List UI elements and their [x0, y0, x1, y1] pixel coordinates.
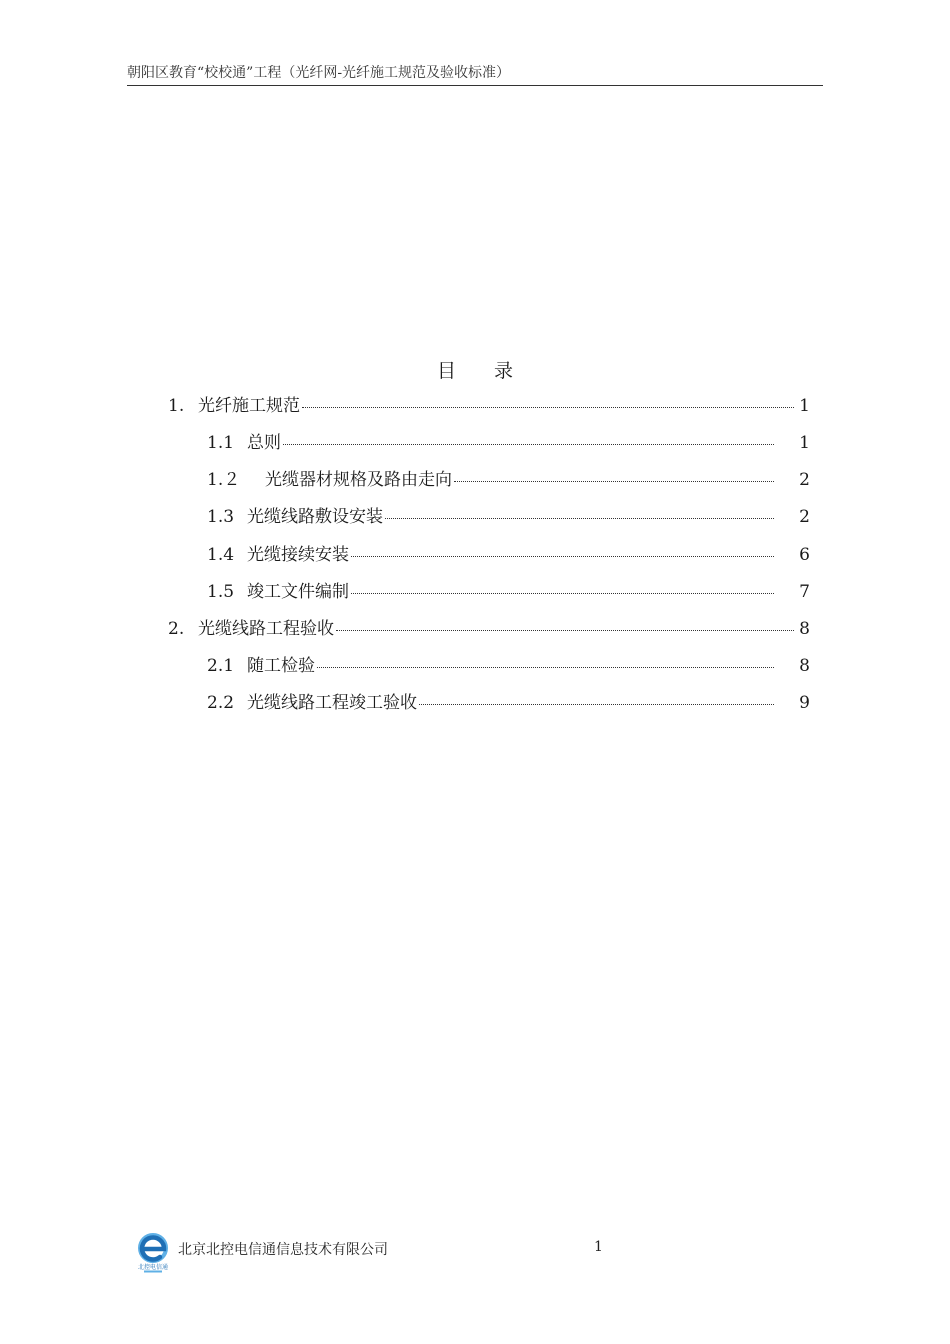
header-divider [127, 85, 823, 86]
toc-entry-label: 随工检验 [247, 656, 315, 676]
toc-entry-number: 2. [168, 619, 185, 639]
toc-entry[interactable] [168, 616, 810, 640]
toc-entry-label: 总则 [247, 433, 281, 453]
toc-entry-number: 1.4 [207, 545, 235, 565]
company-logo-icon [133, 1232, 173, 1274]
toc-leader-dots [336, 613, 794, 631]
page-header [127, 64, 823, 82]
toc-entry[interactable] [207, 430, 810, 454]
toc-entry-number: 2.1 [207, 656, 235, 676]
toc-entry-page: 9 [799, 693, 810, 713]
toc-entry-number: 1.3 [207, 507, 235, 527]
toc-entry[interactable] [207, 690, 810, 714]
toc-title-right: 录 [494, 360, 514, 382]
toc-entry-number: 2.2 [207, 693, 235, 713]
toc-entry[interactable] [207, 467, 810, 491]
toc-leader-dots [385, 501, 774, 519]
toc-entry[interactable] [207, 579, 810, 603]
toc-entry-page: 7 [799, 582, 810, 602]
toc-entry-label: 光缆器材规格及路由走向 [265, 470, 452, 490]
toc-entry-page: 8 [799, 656, 810, 676]
toc-entry[interactable] [168, 393, 810, 417]
toc-entry-number: 1.1 [207, 433, 235, 453]
toc-leader-dots [454, 464, 774, 482]
toc-entry[interactable] [207, 504, 810, 528]
toc-title-left: 目 [436, 360, 456, 382]
toc-leader-dots [317, 650, 774, 668]
footer-company-name: 北京北控电信通信息技术有限公司 [178, 1242, 388, 1258]
toc-entry-page: 2 [799, 470, 810, 490]
toc-entry-label: 光缆线路敷设安装 [247, 507, 383, 527]
toc-entry-label: 光纤施工规范 [198, 396, 300, 416]
toc-entry-page: 2 [799, 507, 810, 527]
toc-entry[interactable] [207, 542, 810, 566]
toc-entry-label: 光缆接续安装 [247, 545, 349, 565]
toc-title [0, 356, 950, 383]
footer-page-number: 1 [594, 1239, 603, 1255]
toc-leader-dots [419, 687, 774, 705]
toc-entry-number: 1.２ [207, 470, 241, 490]
header-title: 朝阳区教育“校校通”工程（光纤网-光纤施工规范及验收标准） [127, 65, 511, 81]
toc-entry-label: 竣工文件编制 [247, 582, 349, 602]
toc-leader-dots [351, 576, 774, 594]
toc-entry-number: 1.5 [207, 582, 235, 602]
toc-entry-page: 1 [799, 396, 810, 416]
toc-entry-label: 光缆线路工程验收 [198, 619, 334, 639]
toc-leader-dots [351, 539, 774, 557]
toc-leader-dots [302, 390, 794, 408]
toc-entry-page: 8 [799, 619, 810, 639]
toc-entry-page: 1 [799, 433, 810, 453]
toc-entry[interactable] [207, 653, 810, 677]
toc-entry-page: 6 [799, 545, 810, 565]
logo-text: 北控电信通 [137, 1264, 169, 1271]
toc-leader-dots [283, 427, 774, 445]
toc-entry-label: 光缆线路工程竣工验收 [247, 693, 417, 713]
toc-entry-number: 1. [168, 396, 185, 416]
